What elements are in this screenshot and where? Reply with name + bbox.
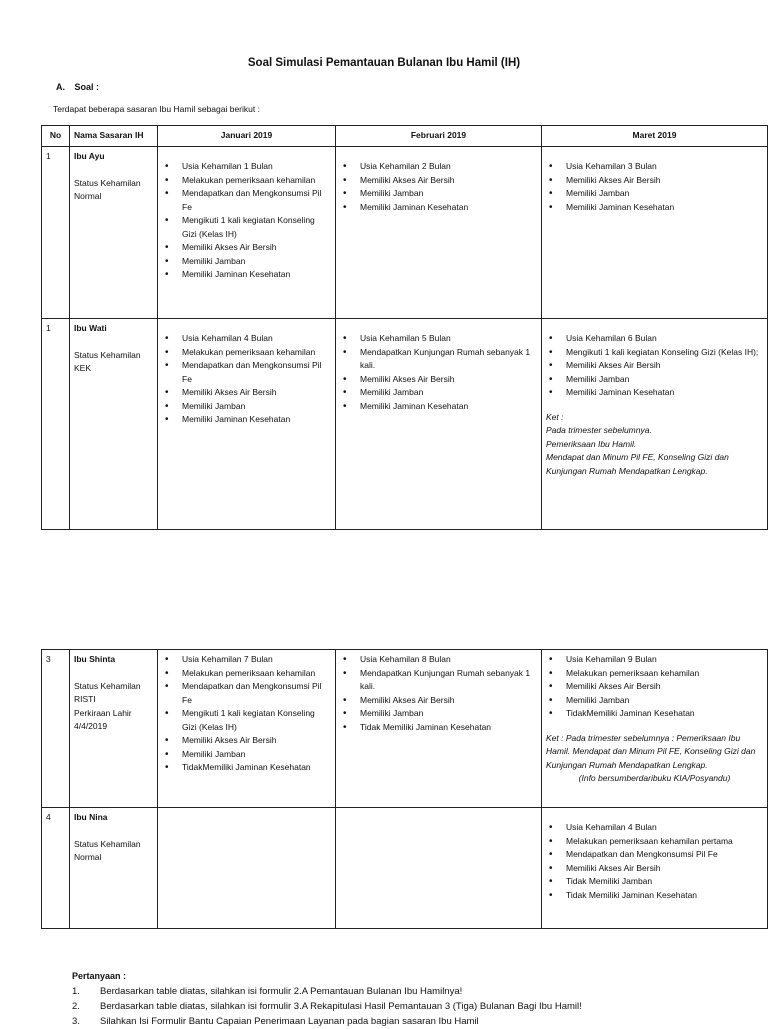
list-item: • Memiliki Jamban: [340, 187, 537, 201]
list-item: • TidakMemiliki Jaminan Kesehatan: [162, 761, 331, 775]
list-item: • Melakukan pemeriksaan kehamilan: [162, 667, 331, 681]
list-item: • Memiliki Akses Air Bersih: [546, 862, 763, 876]
bullet-list: [546, 653, 763, 721]
list-item: • Mengikuti 1 kali kegiatan Konseling Gizi (Kelas IH): [162, 214, 331, 241]
status-lines: [74, 177, 153, 204]
list-item: • Memiliki Jamban: [340, 386, 537, 400]
cell-januari: [158, 319, 336, 530]
questions-list: [72, 984, 582, 1029]
list-item: • Memiliki Akses Air Bersih: [162, 241, 331, 255]
text-line: 4/4/2019: [74, 721, 108, 731]
document-title: Soal Simulasi Pemantauan Bulanan Ibu Hamil (IH): [247, 57, 521, 69]
intro-text: Terdapat beberapa sasaran Ibu Hamil sebagai berikut :: [53, 104, 260, 114]
bullet-list: [340, 653, 537, 734]
bullet-list: [340, 160, 537, 214]
bullet-list: [340, 332, 537, 413]
list-item: • Mendapatkan dan Mengkonsumsi Pil Fe: [546, 848, 763, 862]
list-item: • Memiliki Akses Air Bersih: [546, 359, 763, 373]
text-line: Status Kehamilan: [74, 177, 141, 188]
list-item: • TidakMemiliki Jaminan Kesehatan: [546, 707, 763, 721]
list-item: • Usia Kehamilan 5 Bulan: [340, 332, 537, 346]
list-item: • Mendapatkan dan Mengkonsumsi Pil Fe: [162, 359, 331, 386]
list-item: • Melakukan pemeriksaan kehamilan: [162, 174, 331, 188]
section-heading: [56, 82, 99, 92]
list-item: • Memiliki Jamban: [162, 255, 331, 269]
ket-source-note: (Info bersumberdaribuku KIA/Posyandu): [578, 773, 731, 783]
list-item: • Memiliki Jamban: [546, 187, 763, 201]
question-item: [72, 999, 582, 1014]
question-text: Silahkan Isi Formulir Bantu Capaian Penerimaan Layanan pada bagian sasaran Ibu Hamil: [100, 1016, 479, 1027]
list-item: • Memiliki Jaminan Kesehatan: [162, 268, 331, 282]
list-item: • Tidak Memiliki Jamban: [546, 875, 763, 889]
cell-januari: [158, 147, 336, 319]
bullet-list: [162, 332, 331, 427]
list-item: • Usia Kehamilan 3 Bulan: [546, 160, 763, 174]
status-lines: [74, 838, 153, 865]
list-item: • Memiliki Jaminan Kesehatan: [546, 201, 763, 215]
cell-nama: [70, 319, 158, 530]
cell-januari: [158, 808, 336, 929]
list-item: • Memiliki Akses Air Bersih: [340, 694, 537, 708]
sasaran-name: Ibu Wati: [74, 323, 107, 333]
questions-section: [72, 971, 582, 1029]
list-item: • Tidak Memiliki Jaminan Kesehatan: [546, 889, 763, 903]
list-item: • Memiliki Akses Air Bersih: [546, 680, 763, 694]
table-row: [42, 319, 768, 530]
question-item: [72, 984, 582, 999]
question-text: Berdasarkan table diatas, silahkan isi formulir 2.A Pemantauan Bulanan Ibu Hamilnya!: [100, 986, 463, 997]
text-line: RISTI: [74, 694, 96, 704]
question-number: 3.: [72, 1016, 80, 1027]
list-item: • Memiliki Akses Air Bersih: [546, 174, 763, 188]
cell-februari: [336, 319, 542, 530]
bullet-list: [546, 821, 763, 902]
text-line: Status Kehamilan: [74, 838, 141, 849]
cell-no: 1: [42, 147, 70, 319]
list-item: • Memiliki Akses Air Bersih: [340, 373, 537, 387]
status-lines: [74, 349, 153, 376]
list-item: • Memiliki Jaminan Kesehatan: [546, 386, 763, 400]
header-januari: Januari 2019: [158, 126, 336, 147]
header-nama: Nama Sasaran IH: [70, 126, 158, 147]
text-line: Perkiraan Lahir: [74, 707, 132, 718]
cell-maret: [542, 319, 768, 530]
ket-note: Ket : Pada trimester sebelumnya : Pemeriksaan Ibu Hamil. Mendapat dan Minum Pil FE, Konseling Gizi dan Kunjungan Rumah Mendapatkan Lengkap.: [546, 732, 756, 770]
list-item: • Memiliki Jamban: [340, 707, 537, 721]
bullet-list: [546, 160, 763, 214]
list-item: • Memiliki Jaminan Kesehatan: [340, 201, 537, 215]
text-line: Pemeriksaan Ibu Hamil.: [546, 438, 637, 449]
question-item: [72, 1014, 582, 1029]
list-item: • Melakukan pemeriksaan kehamilan: [162, 346, 331, 360]
header-februari: Februari 2019: [336, 126, 542, 147]
question-number: 1.: [72, 986, 80, 997]
list-item: • Tidak Memiliki Jaminan Kesehatan: [340, 721, 537, 735]
cell-maret: [542, 147, 768, 319]
list-item: • Memiliki Jamban: [162, 400, 331, 414]
sasaran-name: Ibu Shinta: [74, 654, 116, 664]
bullet-list: [162, 160, 331, 282]
sasaran-name: Ibu Nina: [74, 812, 108, 822]
cell-maret: [542, 808, 768, 929]
list-item: • Mengikuti 1 kali kegiatan Konseling Gizi (Kelas IH);: [546, 346, 763, 360]
list-item: • Memiliki Jamban: [546, 694, 763, 708]
text-line: Normal: [74, 852, 102, 862]
monitoring-table-part-1: [41, 125, 768, 530]
list-item: • Memiliki Akses Air Bersih: [162, 386, 331, 400]
list-item: • Mendapatkan dan Mengkonsumsi Pil Fe: [162, 187, 331, 214]
cell-no: 4: [42, 808, 70, 929]
list-item: • Mendapatkan dan Mengkonsumsi Pil Fe: [162, 680, 331, 707]
text-line: Pada trimester sebelumnya.: [546, 425, 652, 435]
header-maret: Maret 2019: [542, 126, 768, 147]
cell-nama: [70, 147, 158, 319]
list-item: • Memiliki Jaminan Kesehatan: [162, 413, 331, 427]
question-text: Berdasarkan table diatas, silahkan isi formulir 3.A Rekapitulasi Hasil Pemantauan 3 (Tiga) Bulanan Bagi Ibu Hamil!: [100, 1001, 582, 1012]
cell-nama: [70, 808, 158, 929]
text-line: Normal: [74, 191, 102, 201]
list-item: • Usia Kehamilan 7 Bulan: [162, 653, 331, 667]
monitoring-table-part-2: [41, 649, 768, 929]
list-item: • Memiliki Akses Air Bersih: [162, 734, 331, 748]
status-lines: [74, 680, 153, 734]
list-item: • Memiliki Jamban: [162, 748, 331, 762]
text-line: Status Kehamilan: [74, 680, 141, 691]
list-item: • Usia Kehamilan 1 Bulan: [162, 160, 331, 174]
list-item: • Memiliki Jamban: [546, 373, 763, 387]
question-number: 2.: [72, 1001, 80, 1012]
list-item: • Memiliki Jaminan Kesehatan: [340, 400, 537, 414]
section-title: Soal :: [74, 82, 100, 92]
bullet-list: [162, 653, 331, 775]
list-item: • Usia Kehamilan 4 Bulan: [546, 821, 763, 835]
list-item: • Usia Kehamilan 4 Bulan: [162, 332, 331, 346]
list-item: • Mengikuti 1 kali kegiatan Konseling Gizi (Kelas IH): [162, 707, 331, 734]
list-item: • Usia Kehamilan 6 Bulan: [546, 332, 763, 346]
cell-maret: [542, 650, 768, 808]
list-item: • Melakukan pemeriksaan kehamilan: [546, 667, 763, 681]
text-line: Status Kehamilan: [74, 349, 141, 360]
list-item: • Usia Kehamilan 2 Bulan: [340, 160, 537, 174]
sasaran-name: Ibu Ayu: [74, 151, 105, 161]
cell-februari: [336, 650, 542, 808]
table-header-row: [42, 126, 768, 147]
cell-februari: [336, 147, 542, 319]
bullet-list: [546, 332, 763, 400]
questions-label: Pertanyaan :: [72, 971, 127, 981]
table-row: [42, 147, 768, 319]
list-item: • Usia Kehamilan 8 Bulan: [340, 653, 537, 667]
ket-note: [546, 411, 763, 479]
list-item: • Memiliki Akses Air Bersih: [340, 174, 537, 188]
cell-no: 3: [42, 650, 70, 808]
text-line: Mendapat dan Minum Pil FE, Konseling Gizi dan Kunjungan Rumah Mendapatkan Lengkap.: [546, 452, 729, 476]
table-row: [42, 808, 768, 929]
cell-januari: [158, 650, 336, 808]
text-line: Ket :: [546, 411, 564, 422]
list-item: • Mendapatkan Kunjungan Rumah sebanyak 1 kali.: [340, 346, 537, 373]
cell-no: 1: [42, 319, 70, 530]
list-item: • Mendapatkan Kunjungan Rumah sebanyak 1 kali.: [340, 667, 537, 694]
list-item: • Melakukan pemeriksaan kehamilan pertama: [546, 835, 763, 849]
list-item: • Usia Kehamilan 9 Bulan: [546, 653, 763, 667]
section-label: A.: [56, 82, 65, 92]
cell-nama: [70, 650, 158, 808]
header-no: No: [42, 126, 70, 147]
table-row: [42, 650, 768, 808]
cell-februari: [336, 808, 542, 929]
text-line: KEK: [74, 363, 92, 373]
